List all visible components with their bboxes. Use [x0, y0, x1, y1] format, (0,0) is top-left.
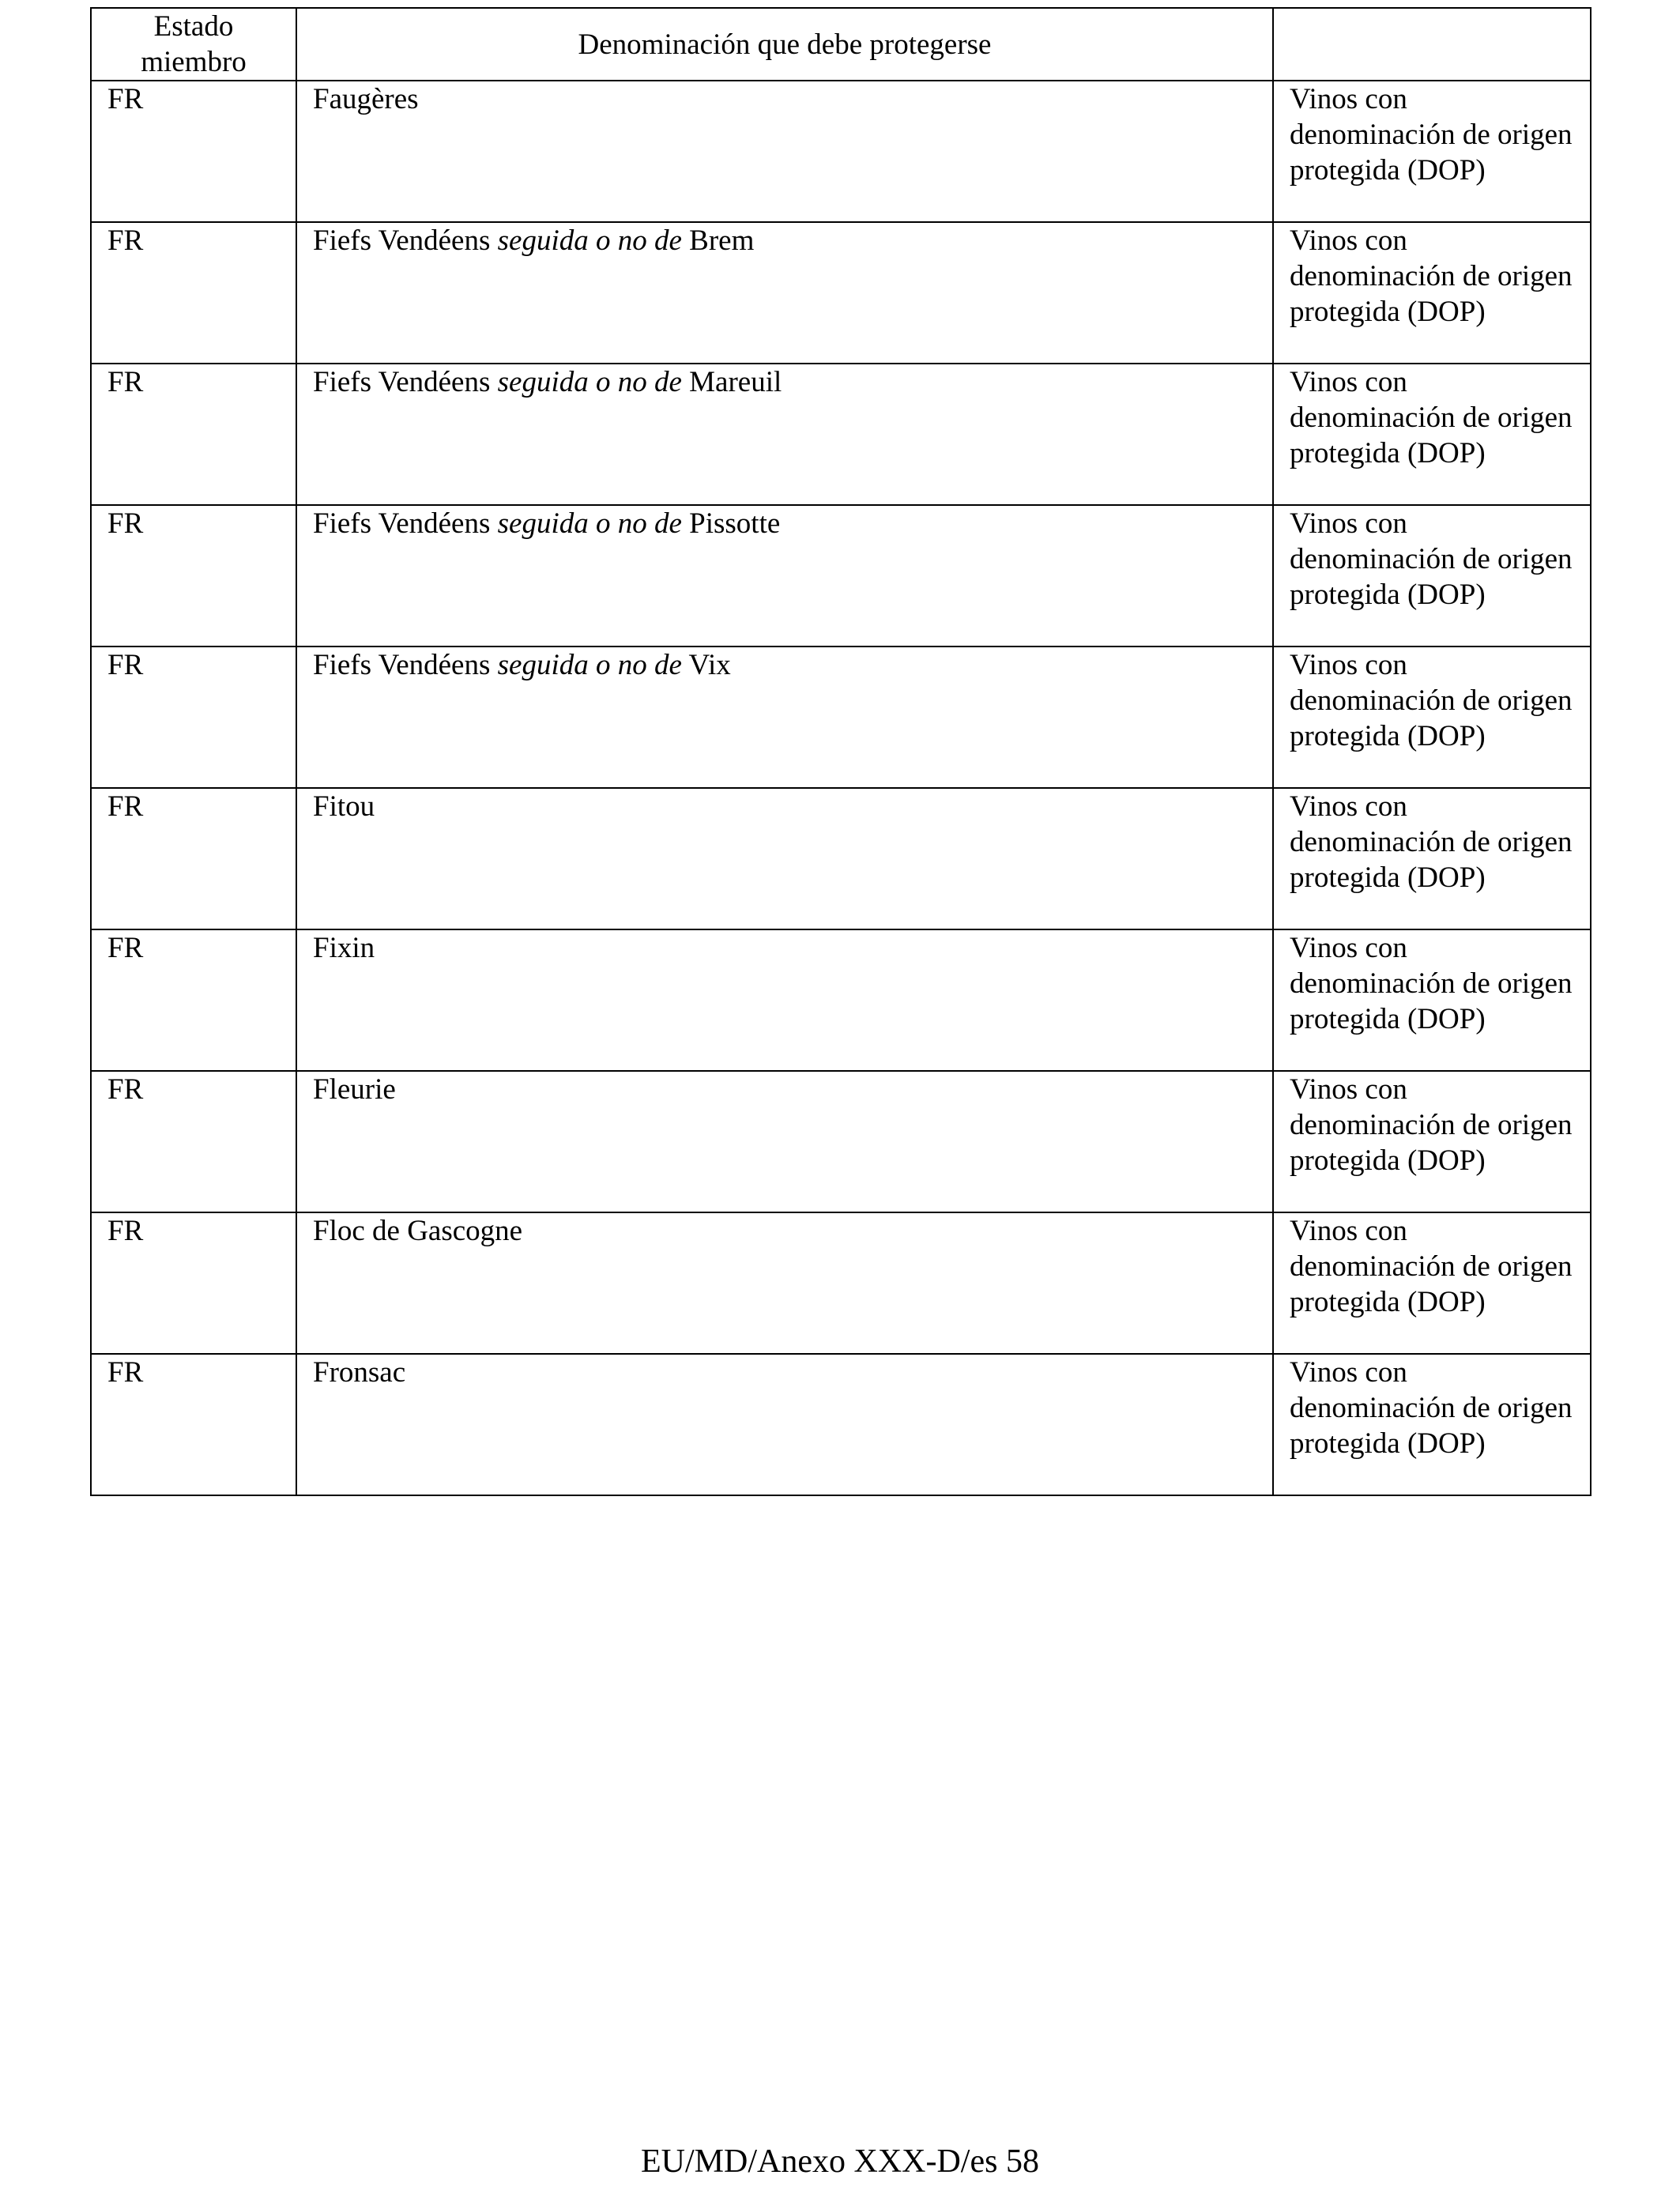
- row-name: [296, 505, 1273, 647]
- name-main: Fiefs Vendéens: [313, 649, 491, 681]
- row-name: [296, 647, 1273, 788]
- row-state: FR: [91, 1212, 296, 1354]
- row-state: FR: [91, 81, 296, 222]
- row-category: Vinos con denominación de origen protegida (DOP): [1273, 647, 1591, 788]
- row-state: FR: [91, 647, 296, 788]
- row-category: Vinos con denominación de origen protegida (DOP): [1273, 222, 1591, 364]
- row-category: Vinos con denominación de origen protegida (DOP): [1273, 929, 1591, 1071]
- name-main: Fiefs Vendéens: [313, 366, 491, 398]
- row-name: Fixin: [296, 929, 1273, 1071]
- row-name: Fleurie: [296, 1071, 1273, 1212]
- header-name: Denominación que debe protegerse: [296, 8, 1273, 81]
- table-row: [91, 364, 1591, 505]
- row-name: Faugères: [296, 81, 1273, 222]
- row-category: Vinos con denominación de origen protegida (DOP): [1273, 1071, 1591, 1212]
- name-suffix: Pissotte: [689, 507, 781, 540]
- page-footer-reference: EU/MD/Anexo XXX-D/es 58: [641, 2143, 1039, 2180]
- row-category: Vinos con denominación de origen protegida (DOP): [1273, 1212, 1591, 1354]
- header-category: [1273, 8, 1591, 81]
- row-state: FR: [91, 788, 296, 929]
- table-row: [91, 647, 1591, 788]
- table-body: [91, 81, 1591, 1495]
- row-category: Vinos con denominación de origen protegida (DOP): [1273, 788, 1591, 929]
- table-row: [91, 788, 1591, 929]
- row-state: FR: [91, 364, 296, 505]
- name-main: Fiefs Vendéens: [313, 224, 491, 257]
- row-category: Vinos con denominación de origen protegida (DOP): [1273, 505, 1591, 647]
- row-category: Vinos con denominación de origen protegida (DOP): [1273, 81, 1591, 222]
- designations-table: [90, 7, 1591, 1496]
- name-main: Fiefs Vendéens: [313, 507, 491, 540]
- name-qualifier: seguida o no de: [497, 224, 682, 257]
- table-row: [91, 222, 1591, 364]
- row-state: FR: [91, 505, 296, 647]
- table-row: [91, 81, 1591, 222]
- row-category: Vinos con denominación de origen protegida (DOP): [1273, 364, 1591, 505]
- table-row: [91, 1212, 1591, 1354]
- name-suffix: Brem: [689, 224, 755, 257]
- table-row: [91, 1071, 1591, 1212]
- table-row: [91, 929, 1591, 1071]
- row-name: Fronsac: [296, 1354, 1273, 1495]
- header-state: Estado miembro: [91, 8, 296, 81]
- row-name: [296, 364, 1273, 505]
- row-state: FR: [91, 1071, 296, 1212]
- table-header-row: [91, 8, 1591, 81]
- row-category: Vinos con denominación de origen protegida (DOP): [1273, 1354, 1591, 1495]
- name-suffix: Vix: [688, 649, 731, 681]
- table-header: [91, 8, 1591, 81]
- name-suffix: Mareuil: [689, 366, 782, 398]
- name-qualifier: seguida o no de: [497, 649, 682, 681]
- row-state: FR: [91, 1354, 296, 1495]
- name-qualifier: seguida o no de: [497, 507, 682, 540]
- table-row: [91, 1354, 1591, 1495]
- row-name: [296, 222, 1273, 364]
- row-state: FR: [91, 222, 296, 364]
- row-name: Floc de Gascogne: [296, 1212, 1273, 1354]
- name-qualifier: seguida o no de: [497, 366, 682, 398]
- row-name: Fitou: [296, 788, 1273, 929]
- table-row: [91, 505, 1591, 647]
- row-state: FR: [91, 929, 296, 1071]
